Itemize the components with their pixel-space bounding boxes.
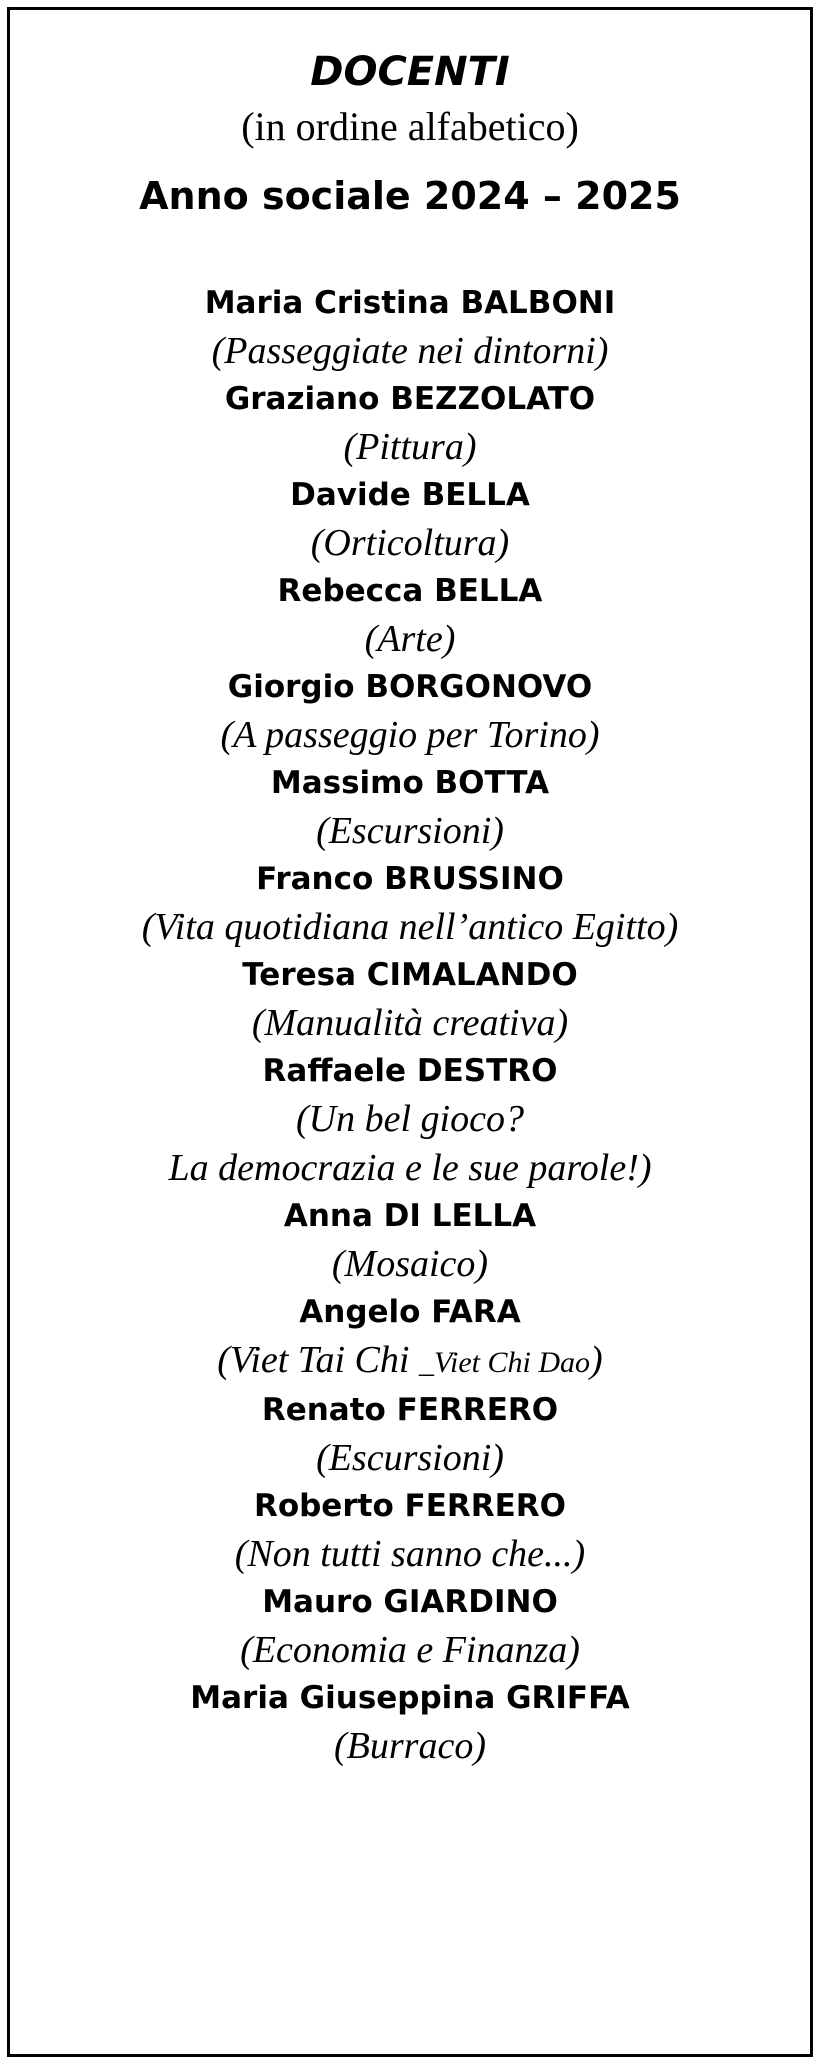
teacher-course: (Orticoltura) (310, 522, 510, 564)
teacher-entry (10, 1193, 810, 1289)
teacher-name: Renato FERRERO (261, 1392, 559, 1428)
teacher-entry (10, 1579, 810, 1675)
teacher-course: (Burraco) (334, 1725, 486, 1767)
teacher-course: (Vita quotidiana nell’antico Egitto) (141, 906, 679, 948)
teacher-course: (Non tutti sanno che...) (234, 1533, 586, 1575)
page-title: DOCENTI (310, 49, 510, 95)
teacher-name: Maria Giuseppina GRIFFA (190, 1680, 630, 1716)
teacher-course: (Passeggiate nei dintorni) (211, 330, 609, 372)
teacher-entry (10, 1048, 810, 1193)
page-subtitle: (in ordine alfabetico) (241, 104, 579, 149)
teacher-course (10, 1336, 810, 1387)
teacher-name: Raffaele DESTRO (262, 1053, 558, 1089)
teacher-course: (Escursioni) (316, 1437, 504, 1479)
teacher-name: Rebecca BELLA (277, 573, 543, 609)
teacher-course-end: ) (590, 1339, 603, 1381)
teacher-name: Graziano BEZZOLATO (224, 381, 596, 417)
teacher-course: (Economia e Finanza) (240, 1629, 580, 1671)
teacher-name: Giorgio BORGONOVO (227, 669, 593, 705)
teacher-course-line-2: La democrazia e le sue parole!) (168, 1147, 652, 1189)
teacher-course: (Arte) (364, 618, 456, 660)
teacher-list (10, 280, 810, 1771)
teacher-entry (10, 1387, 810, 1483)
teacher-entry (10, 664, 810, 760)
teacher-entry (10, 760, 810, 856)
teacher-course: (A passeggio per Torino) (220, 714, 600, 756)
teacher-name: Anna DI LELLA (283, 1198, 537, 1234)
teacher-name: Angelo FARA (299, 1294, 521, 1330)
teacher-course: (Pittura) (343, 426, 477, 468)
teacher-entry (10, 280, 810, 376)
teacher-course: (Manualità creativa) (251, 1002, 569, 1044)
teacher-entry (10, 376, 810, 472)
document-frame (7, 7, 813, 2057)
teacher-name: Davide BELLA (290, 477, 530, 513)
teacher-entry (10, 1483, 810, 1579)
teacher-name: Maria Cristina BALBONI (204, 285, 616, 321)
teacher-name: Roberto FERRERO (253, 1488, 567, 1524)
academic-year: Anno sociale 2024 – 2025 (139, 174, 681, 218)
teacher-course: (Mosaico) (331, 1243, 489, 1285)
teacher-entry (10, 952, 810, 1048)
teacher-entry (10, 1675, 810, 1771)
teacher-name: Teresa CIMALANDO (242, 957, 578, 993)
teacher-course-line-1: (Un bel gioco? (296, 1098, 524, 1140)
teacher-entry (10, 856, 810, 952)
teacher-entry (10, 1289, 810, 1387)
teacher-name: Franco BRUSSINO (256, 861, 564, 897)
teacher-entry (10, 472, 810, 568)
teacher-course-main: (Viet Tai Chi (217, 1339, 419, 1381)
teacher-course-subtitle: _Viet Chi Dao (418, 1346, 591, 1379)
teacher-course: (Escursioni) (316, 810, 504, 852)
teacher-name: Massimo BOTTA (270, 765, 550, 801)
teacher-name: Mauro GIARDINO (262, 1584, 558, 1620)
teacher-entry (10, 568, 810, 664)
